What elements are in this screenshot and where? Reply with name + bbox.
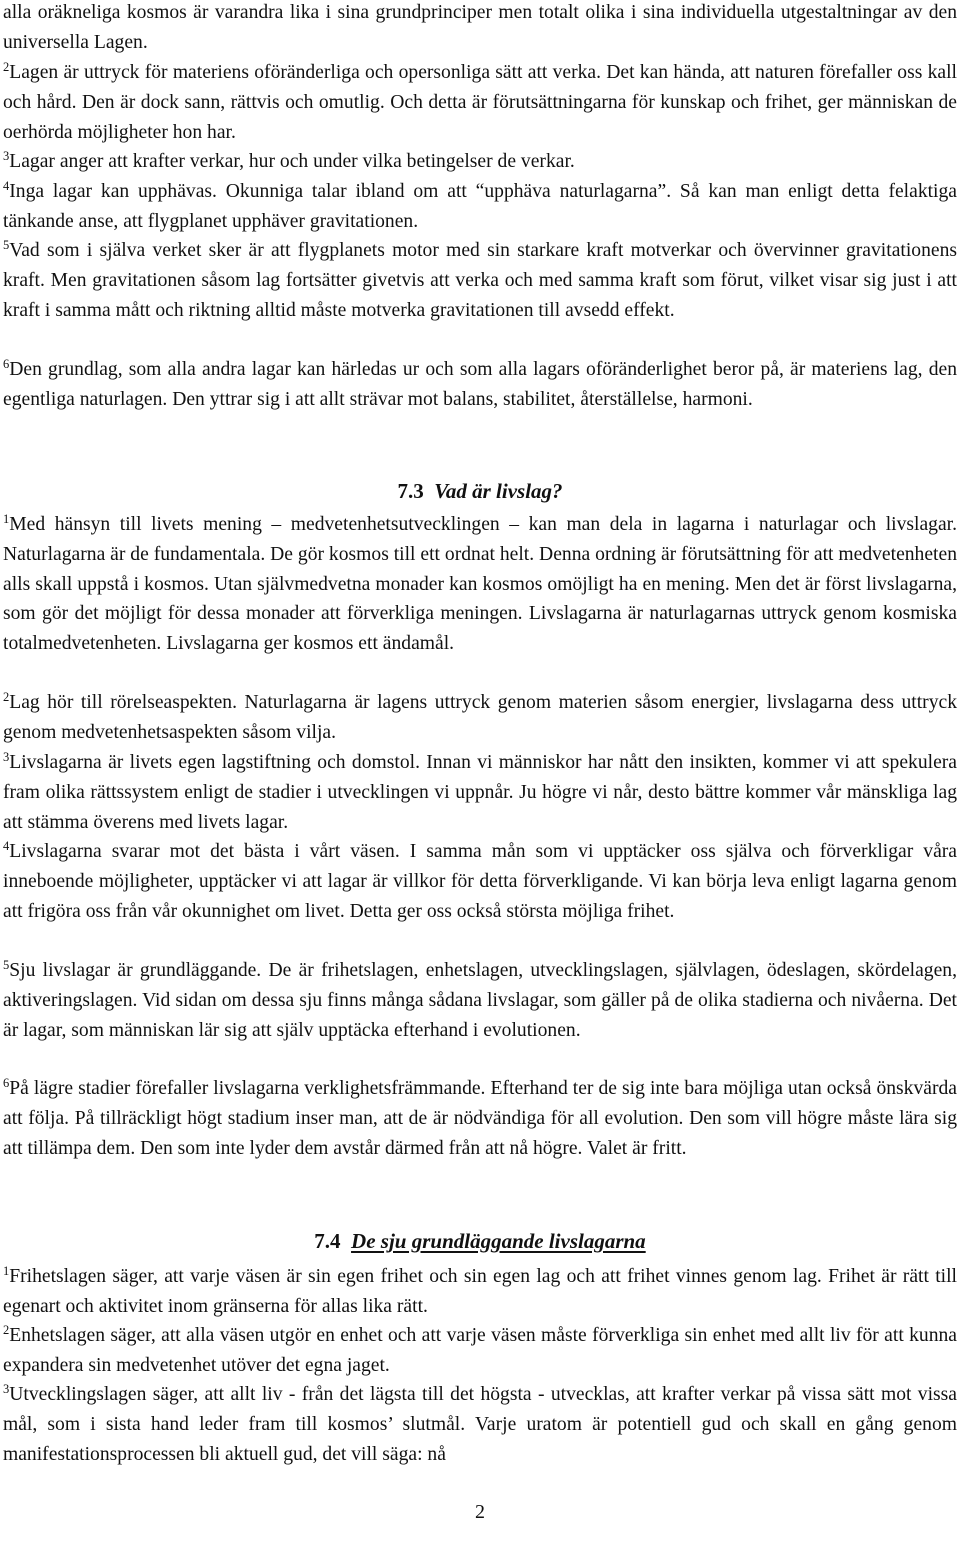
paragraph-continuation: alla oräkneliga kosmos är varandra lika i sina grundprinciper men totalt olika i sina individuella utgestaltningar av den universella Lagen. bbox=[3, 2, 957, 53]
paragraph-number: 5 bbox=[3, 958, 10, 972]
s74-paragraph-1: $^1$Frihetslagen säger, att varje väsen är sin egen frihet och sin egen lag och att frihet vinnes genom lag. Frihet är rätt till egenart och aktivitet inom gränserna för allas lika rätt. bbox=[3, 1264, 957, 1317]
paragraph-number: 3 bbox=[3, 750, 10, 764]
section-heading-7-4: 7.4 De sju grundläggande livslagarna bbox=[314, 1229, 646, 1253]
s73-paragraph-4: $^4$Livslagarna svarar mot det bästa i vårt väsen. I samma mån som vi upptäcker oss själva och förverkligar våra inneboende möjligheter, upptäcker vi att lagar är villkor för detta förverkligande. Vi kan börja leva enligt lagarna genom att frigöra oss från vår okunnighet om livet. Detta ger oss också största möjliga frihet. bbox=[3, 839, 957, 922]
paragraph-number: 2 bbox=[3, 690, 10, 704]
s73-paragraph-3: $^3$Livslagarna är livets egen lagstiftning och domstol. Innan vi människor har nått den insikten, kommer vi att spekulera fram olika rättssystem enligt de stadier i utvecklingen vi uppnår. Ju högre vi når, desto bättre kommer vår mänskliga lag att stämma överens med livets lagar. bbox=[3, 750, 957, 833]
paragraph-number: 4 bbox=[3, 179, 10, 193]
paragraph-3: $^3$Lagar anger att krafter verkar, hur och under vilka betingelser de verkar. bbox=[3, 149, 575, 172]
paragraph-4: $^4$Inga lagar kan upphävas. Okunniga talar ibland om att “upphäva naturlagarna”. Så kan man enligt detta felaktiga tänkande anse, att flygplanet upphäver gravitationen. bbox=[3, 179, 957, 232]
paragraph-number: 5 bbox=[3, 238, 10, 252]
s73-paragraph-5: $^5$Sju livslagar är grundläggande. De är frihetslagen, enhetslagen, utvecklingslagen, självlagen, ödeslagen, skördelagen, aktiveringslagen. Vid sidan om dessa sju finns många sådana livslagar, som gäller på de olika stadierna och nivåerna. Det är lagar, som människan lär sig att själv upptäcka efterhand i evolutionen. bbox=[3, 958, 957, 1041]
page-number: 2 bbox=[475, 1501, 485, 1523]
paragraph-number: 1 bbox=[3, 512, 10, 526]
s73-paragraph-6: $^6$På lägre stadier förefaller livslagarna verklighetsfrämmande. Efterhand ter de sig inte bara möjliga utan också önskvärda att följa. På tillräckligt högt stadium inser man, att de är nödvändiga för all evolution. Den som vill högre måste lära sig att tillämpa dem. Den som inte lyder dem avstår därmed från att nå högre. Valet är fritt. bbox=[3, 1076, 957, 1159]
paragraph-5: $^5$Vad som i själva verket sker är att flygplanets motor med sin starkare kraft motverkar och övervinner gravitationens kraft. Men gravitationen såsom lag fortsätter givetvis att verka och med samma kraft som förut, vilket visar sig just i att kraft i samma mått och riktning alltid måste motverka gravitationen till avsedd effekt. bbox=[3, 238, 957, 321]
paragraph-number: 3 bbox=[3, 1382, 10, 1396]
section-heading-7-3: 7.3 Vad är livslag? bbox=[397, 479, 563, 503]
paragraph-number: 1 bbox=[3, 1264, 10, 1278]
s73-paragraph-2: $^2$Lag hör till rörelseaspekten. Naturlagarna är lagens uttryck genom materien såsom energier, livslagarna dess uttryck genom medvetenhetsaspekten såsom vilja. bbox=[3, 690, 957, 743]
paragraph-6: $^6$Den grundlag, som alla andra lagar kan härledas ur och som alla lagars oföränderlighet beror på, är materiens lag, den egentliga naturlagen. Den yttrar sig i att allt strävar mot balans, stabilitet, återställelse, harmoni. bbox=[3, 357, 957, 410]
s74-paragraph-2: $^2$Enhetslagen säger, att alla väsen utgör en enhet och att varje väsen måste förverkliga sin enhet med allt liv för att kunna expandera sin medvetenhet utöver det egna jaget. bbox=[3, 1323, 957, 1376]
paragraph-number: 2 bbox=[3, 1323, 10, 1337]
paragraph-number: 6 bbox=[3, 357, 10, 371]
paragraph-number: 4 bbox=[3, 839, 10, 853]
paragraph-number: 2 bbox=[3, 60, 10, 74]
paragraph-2: $^2$Lagen är uttryck för materiens oföränderliga och opersonliga sätt att verka. Det kan hända, att naturen förefaller oss kall och hård. Den är dock sann, rättvis och omutlig. Och detta är förutsättningarna för kunskap och frihet, ger människan de oerhörda möjligheter hon har. bbox=[3, 60, 957, 143]
s74-paragraph-3: $^3$Utvecklingslagen säger, att allt liv - från det lägsta till det högsta - utvecklas, att krafter verkar på vissa sätt mot vissa mål, som i sista hand leder fram till kosmos’ slutmål. Varje uratom är potentiell gud och skall en gång genom manifestationsprocessen bli aktuell gud, det vill säga: nå bbox=[3, 1382, 957, 1465]
paragraph-number: 3 bbox=[3, 149, 10, 163]
s73-paragraph-1: $^1$Med hänsyn till livets mening – medvetenhetsutvecklingen – kan man dela in lagarna i naturlagar och livslagar. Naturlagarna är de fundamentala. De gör kosmos till ett ordnat helt. Denna ordning är förutsättning för att medvetenheten alls skall uppstå i kosmos. Utan självmedvetna monader kan kosmos omöjligt ha en mening. Men det är först livslagarna, som gör det möjligt för dessa monader att förverkliga meningen. Livslagarna är naturlagarnas uttryck genom kosmiska totalmedvetenheten. Livslagarna ger kosmos ett ändamål. bbox=[3, 512, 957, 655]
paragraph-number: 6 bbox=[3, 1076, 10, 1090]
